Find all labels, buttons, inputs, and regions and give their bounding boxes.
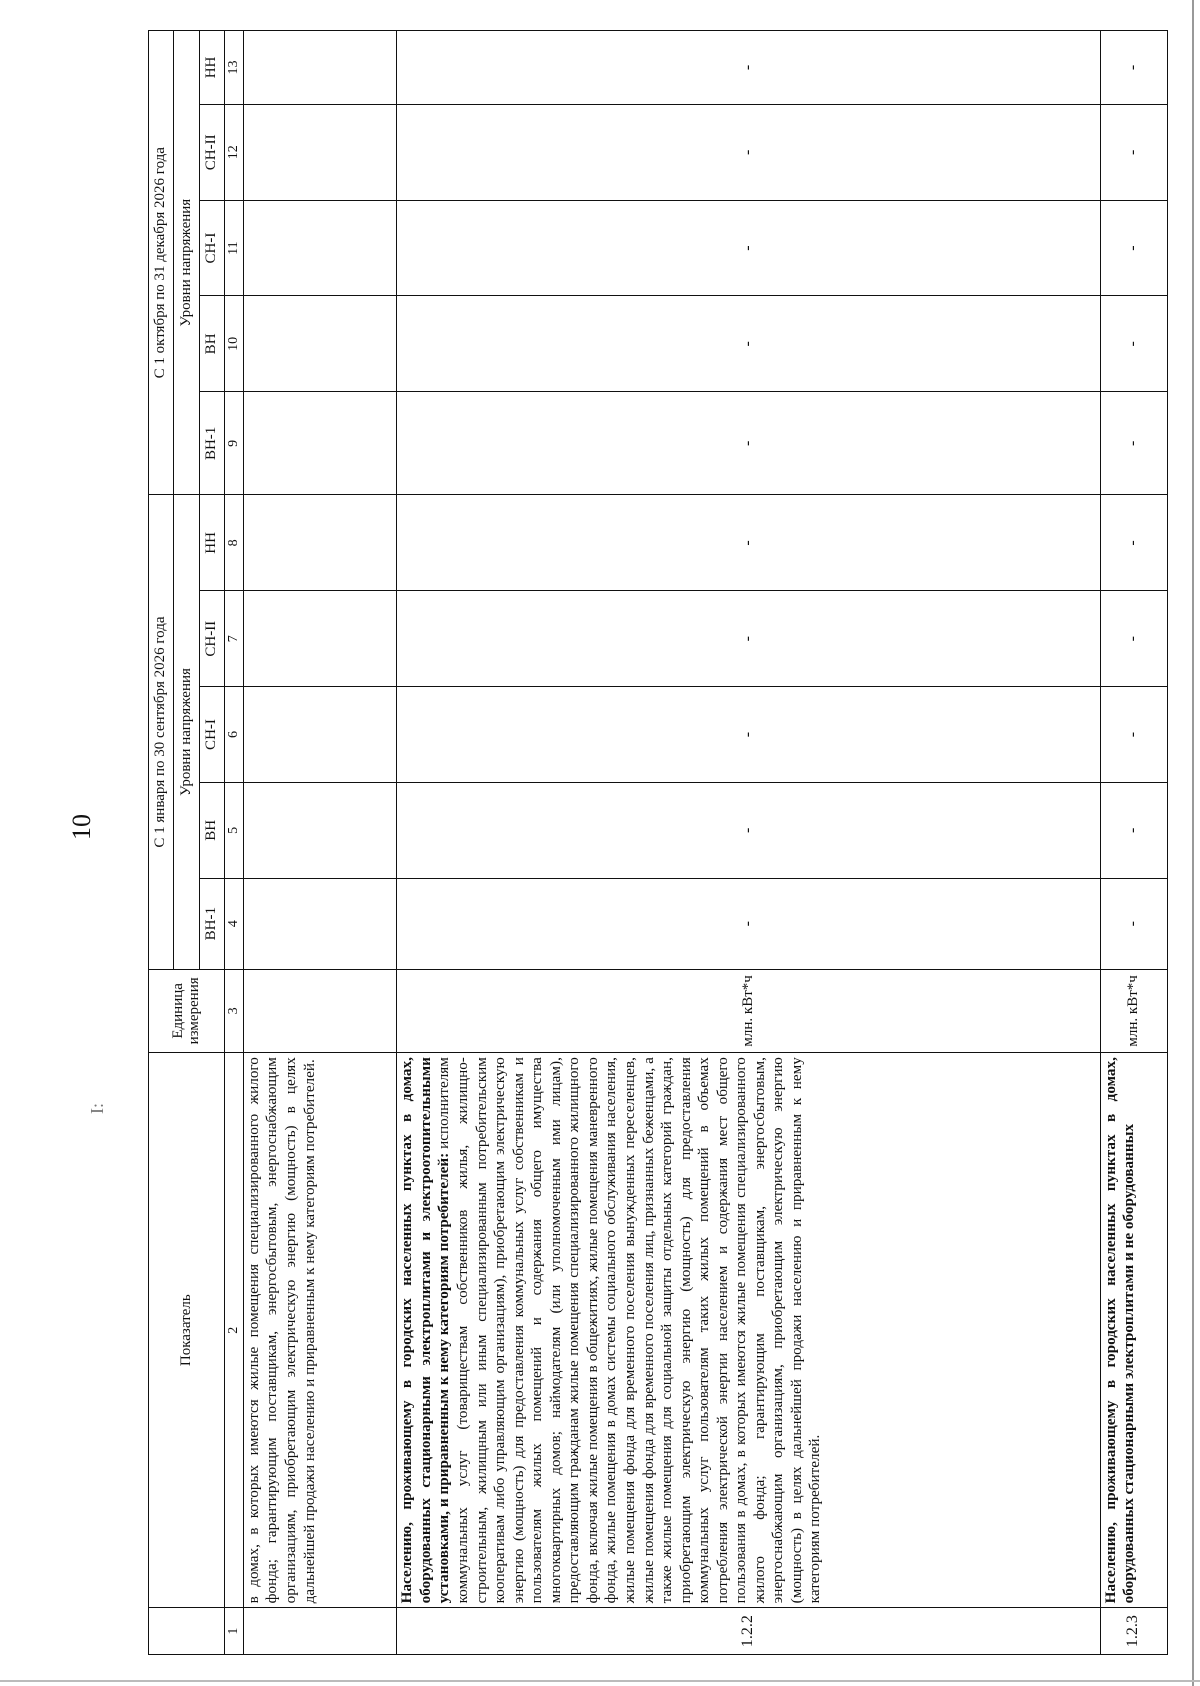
rotated-page [148, 30, 1168, 1655]
column-number: 13 [225, 31, 244, 105]
value-cell [243, 591, 396, 687]
row-indicator-text: исполнителям коммунальных услуг (товариществам собственников жилья, жилищно-строительным, жилищным или иным специализированным потребительским кооперативам либо управляющим организациям), приобретающим электрическую энергию (мощность) для предоставления коммунальных услуг собственникам и пользователям жилых помещений и содержания общего имущества многоквартирных домов; наймодателям (или уполномоченным ими лицам), предоставляющим гражданам жилые помещения специализированного жилищного фонда, включая жилые помещения в общежитиях, жилые помещения маневренного фонда, жилые помещения в домах системы социального обслуживания населения, жилые помещения фонда для временного поселения вынужденных переселенцев, жилые помещения фонда для временного поселения лиц, признанных беженцами, а также жилые помещения для социальной защиты отдельных категорий граждан, приобретающим электрическую энергию (мощность) для предоставления коммунальных услуг пользователям таких жилых помещений в объемах потребления электрической энергии населением и содержания мест общего пользования в домах, в которых имеются жилые помещения специализированного жилого фонда; гарантирующим поставщикам, энергосбытовым, энергоснабжающим организациям, приобретающим электрическую энергию (мощность) в целях дальнейшей продажи населению и приравненным к нему категориям потребителей. [435, 1057, 824, 1604]
value-cell: - [397, 687, 1100, 783]
level-vn1: ВН-1 [199, 392, 224, 495]
row-unit: млн. кВт*ч [397, 969, 1100, 1053]
row-number: 1.2.3 [1100, 1608, 1167, 1655]
value-cell [243, 200, 396, 296]
value-cell [243, 878, 396, 969]
level-vn: ВН [199, 296, 224, 392]
value-cell: - [397, 782, 1100, 878]
table-row [243, 31, 396, 1655]
tariff-table [148, 30, 1168, 1655]
header-col-num [149, 1608, 225, 1655]
table-row [1100, 31, 1167, 1655]
column-number: 12 [225, 104, 244, 200]
value-cell [243, 296, 396, 392]
value-cell: - [397, 104, 1100, 200]
value-cell [243, 782, 396, 878]
column-number: 8 [225, 495, 244, 591]
value-cell: - [397, 200, 1100, 296]
column-number: 11 [225, 200, 244, 296]
level-sn1: СН-I [199, 200, 224, 296]
level-sn1: СН-I [199, 687, 224, 783]
value-cell: - [397, 296, 1100, 392]
page-number: 10 [67, 814, 96, 840]
value-cell: - [1100, 200, 1167, 296]
value-cell: - [397, 392, 1100, 495]
value-cell: - [1100, 495, 1167, 591]
row-indicator-bold: Населению, проживающему в городских населенных пунктах в домах, оборудованных стационарными электроплитами и электроотопительными установками, и приравненным к нему категориям потребителей: [398, 1057, 453, 1604]
column-number: 7 [225, 591, 244, 687]
value-cell [243, 104, 396, 200]
stray-mark: I: [87, 1103, 107, 1114]
row-number [243, 1608, 396, 1655]
column-number: 6 [225, 687, 244, 783]
value-cell: - [1100, 591, 1167, 687]
value-cell: - [1100, 296, 1167, 392]
level-sn2: СН-II [199, 591, 224, 687]
value-cell [243, 687, 396, 783]
column-number: 5 [225, 782, 244, 878]
header-unit: Единица измерения [149, 969, 225, 1053]
scan-edge [1192, 0, 1194, 1686]
level-nn: НН [199, 495, 224, 591]
value-cell: - [397, 878, 1100, 969]
value-cell [243, 392, 396, 495]
column-number: 2 [225, 1053, 244, 1608]
header-period-1: С 1 января по 30 сентября 2026 года [149, 495, 174, 969]
value-cell [243, 495, 396, 591]
row-indicator [1100, 1053, 1167, 1608]
value-cell: - [1100, 104, 1167, 200]
value-cell: - [397, 31, 1100, 105]
row-indicator [243, 1053, 396, 1608]
header-indicator: Показатель [149, 1053, 225, 1608]
row-indicator [397, 1053, 1100, 1608]
column-number: 3 [225, 969, 244, 1053]
level-nn: НН [199, 31, 224, 105]
value-cell: - [1100, 392, 1167, 495]
scan-bottom-edge [0, 1680, 1200, 1682]
value-cell: - [397, 591, 1100, 687]
value-cell: - [397, 495, 1100, 591]
column-number: 4 [225, 878, 244, 969]
row-unit: млн. кВт*ч [1100, 969, 1167, 1053]
column-number: 1 [225, 1608, 244, 1655]
value-cell: - [1100, 782, 1167, 878]
value-cell: - [1100, 31, 1167, 105]
level-vn: ВН [199, 782, 224, 878]
table-row [397, 31, 1100, 1655]
level-vn1: ВН-1 [199, 878, 224, 969]
header-period-2: С 1 октября по 31 декабря 2026 года [149, 31, 174, 495]
column-number: 9 [225, 392, 244, 495]
header-voltage-levels-1: Уровни напряжения [174, 495, 199, 969]
header-voltage-levels-2: Уровни напряжения [174, 31, 199, 495]
row-unit [243, 969, 396, 1053]
row-indicator-text: в домах, в которых имеются жилые помещения специализированного жилого фонда; гарантирующим поставщикам, энергосбытовым, энергоснабжающим организациям, приобретающим электрическую энергию (мощность) в целях дальнейшей продажи населению и приравненным к нему категориям потребителей. [244, 1057, 318, 1604]
value-cell: - [1100, 878, 1167, 969]
value-cell: - [1100, 687, 1167, 783]
row-number: 1.2.2 [397, 1608, 1100, 1655]
row-indicator-bold: Населению, проживающему в городских населенных пунктах в домах, оборудованных стационарными электроплитами и не оборудованных [1101, 1057, 1138, 1604]
column-number: 10 [225, 296, 244, 392]
value-cell [243, 31, 396, 105]
level-sn2: СН-II [199, 104, 224, 200]
